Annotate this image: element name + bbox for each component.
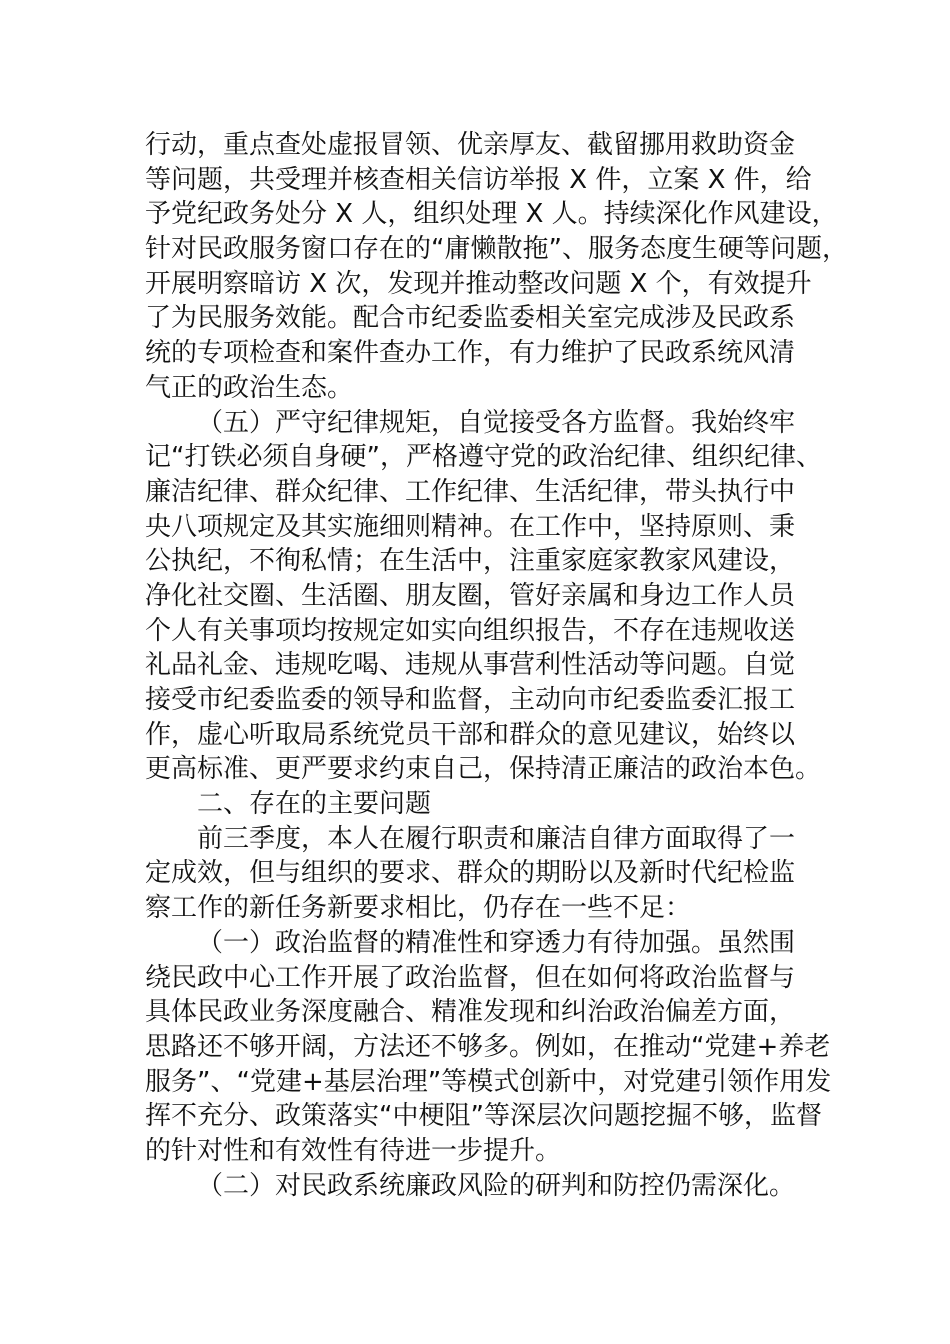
text-line: 央八项规定及其实施细则精神。在工作中，坚持原则、秉 [145,511,796,542]
text-line: 廉洁纪律、群众纪律、工作纪律、生活纪律，带头执行中 [145,476,796,507]
text-line: 更高标准、更严要求约束自己，保持清正廉洁的政治本色。 [145,754,822,785]
text-line: 的针对性和有效性有待进一步提升。 [145,1135,562,1166]
text-line: 服务”、“党建+基层治理”等模式创新中，对党建引领作用发 [145,1066,832,1097]
text-line: 等问题，共受理并核查相关信访举报 X 件，立案 X 件，给 [145,164,812,195]
text-line: 公执纪，不徇私情；在生活中，注重家庭家教家风建设， [145,546,796,577]
text-line: （二）对民政系统廉政风险的研判和防控仍需深化。 [197,1170,796,1201]
text-line: 绕民政中心工作开展了政治监督，但在如何将政治监督与 [145,962,796,993]
text-line: 予党纪政务处分 X 人，组织处理 X 人。持续深化作风建设， [145,199,838,230]
text-line: 接受市纪委监委的领导和监督，主动向市纪委监委汇报工 [145,685,796,715]
text-line: 记“打铁必须自身硬”，严格遵守党的政治纪律、组织纪律、 [145,442,822,473]
text-line: 开展明察暗访 X 次，发现并推动整改问题 X 个，有效提升 [145,268,812,299]
text-line: 具体民政业务深度融合、精准发现和纠治政治偏差方面， [145,997,796,1028]
text-line: 礼品礼金、违规吃喝、违规从事营利性活动等问题。自觉 [145,650,796,681]
text-line: 统的专项检查和案件查办工作，有力维护了民政系统风清 [145,338,796,369]
text-line: 了为民服务效能。配合市纪委监委相关室完成涉及民政系 [145,303,796,334]
document-body [145,128,848,1203]
text-line: 个人有关事项均按规定如实向组织报告，不存在违规收送 [145,615,796,646]
text-line: 行动，重点查处虚报冒领、优亲厚友、截留挪用救助资金 [145,130,796,160]
text-line: 净化社交圈、生活圈、朋友圈，管好亲属和身边工作人员 [145,580,796,611]
text-line: （一）政治监督的精准性和穿透力有待加强。虽然围 [197,927,796,958]
text-line: 针对民政服务窗口存在的“庸懒散拖”、服务态度生硬等问题， [145,234,848,265]
text-line: 思路还不够开阔，方法还不够多。例如，在推动“党建+养老 [145,1031,831,1062]
text-line: 挥不充分、政策落实“中梗阻”等深层次问题挖掘不够，监督 [145,1101,822,1132]
text-line: 作，虚心听取局系统党员干部和群众的意见建议，始终以 [145,719,796,750]
text-line: 二、存在的主要问题 [197,789,432,820]
text-line: 气正的政治生态。 [145,372,354,403]
text-line: （五）严守纪律规矩，自觉接受各方监督。我始终牢 [197,407,796,438]
text-line: 定成效，但与组织的要求、群众的期盼以及新时代纪检监 [145,858,796,889]
text-line: 前三季度，本人在履行职责和廉洁自律方面取得了一 [197,823,796,854]
text-line: 察工作的新任务新要求相比，仍存在一些不足： [145,893,692,924]
